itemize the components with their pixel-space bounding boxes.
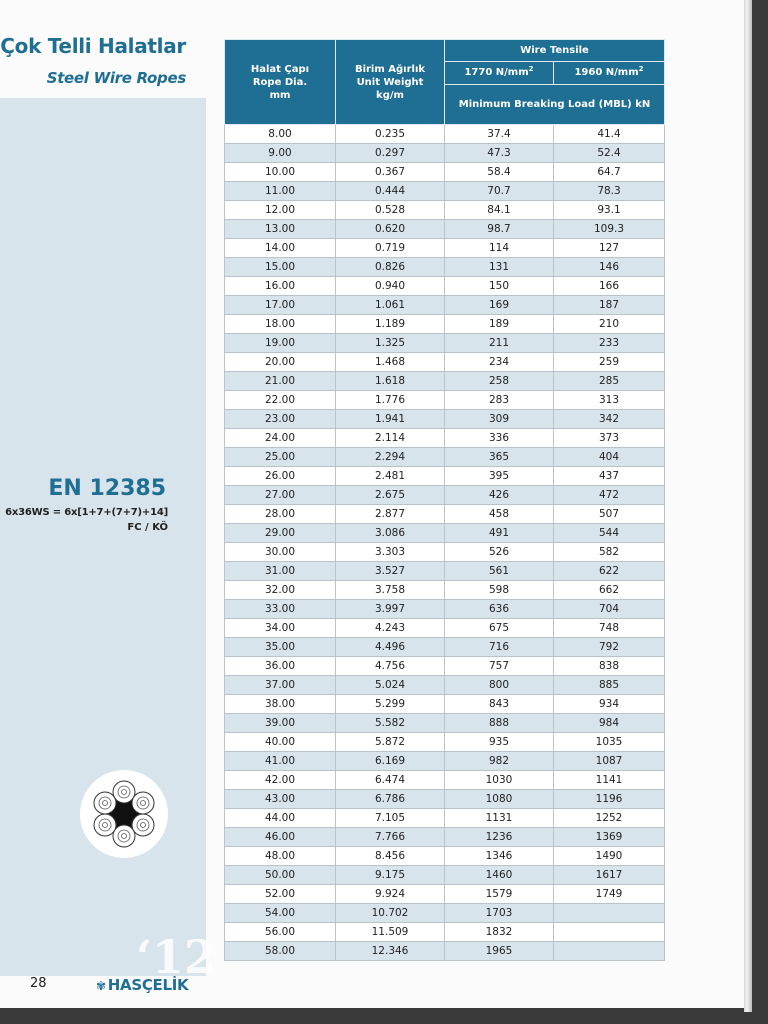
brand-logo	[96, 976, 188, 994]
table-cell: 984	[554, 714, 665, 733]
table-row	[225, 467, 665, 486]
table-cell: 31.00	[225, 562, 336, 581]
table-cell: 25.00	[225, 448, 336, 467]
table-cell: 342	[554, 410, 665, 429]
wire-rope-spec-table	[224, 39, 665, 961]
table-cell: 42.00	[225, 771, 336, 790]
table-row	[225, 581, 665, 600]
header-rope-diameter	[225, 40, 336, 125]
table-row	[225, 752, 665, 771]
table-cell: 561	[445, 562, 554, 581]
table-cell: 21.00	[225, 372, 336, 391]
table-cell: 114	[445, 239, 554, 258]
brand-name: HASÇELİK	[107, 976, 189, 994]
table-row	[225, 733, 665, 752]
table-cell: 37.4	[445, 125, 554, 144]
table-cell: 26.00	[225, 467, 336, 486]
table-cell: 5.582	[336, 714, 445, 733]
table-row	[225, 163, 665, 182]
table-cell: 20.00	[225, 353, 336, 372]
table-row	[225, 125, 665, 144]
table-cell: 33.00	[225, 600, 336, 619]
table-cell: 16.00	[225, 277, 336, 296]
table-cell: 636	[445, 600, 554, 619]
table-cell: 3.997	[336, 600, 445, 619]
table-cell: 838	[554, 657, 665, 676]
year-watermark: ‘12	[136, 930, 217, 984]
table-cell: 0.719	[336, 239, 445, 258]
table-row	[225, 638, 665, 657]
table-cell: 36.00	[225, 657, 336, 676]
table-cell: 30.00	[225, 543, 336, 562]
table-cell: 426	[445, 486, 554, 505]
table-cell: 166	[554, 277, 665, 296]
table-cell: 27.00	[225, 486, 336, 505]
page-number: 28	[30, 976, 47, 991]
table-cell: 32.00	[225, 581, 336, 600]
table-cell: 7.766	[336, 828, 445, 847]
table-row	[225, 505, 665, 524]
table-cell: 35.00	[225, 638, 336, 657]
table-cell: 169	[445, 296, 554, 315]
table-cell: 285	[554, 372, 665, 391]
header-text: Birim Ağırlık	[354, 63, 426, 75]
table-cell: 1.189	[336, 315, 445, 334]
table-cell: 2.877	[336, 505, 445, 524]
table-cell: 507	[554, 505, 665, 524]
rope-cross-section-drawing	[80, 770, 168, 858]
table-cell: 1617	[554, 866, 665, 885]
table-row	[225, 866, 665, 885]
table-cell: 472	[554, 486, 665, 505]
table-cell: 41.4	[554, 125, 665, 144]
table-cell: 22.00	[225, 391, 336, 410]
table-row	[225, 543, 665, 562]
table-cell: 716	[445, 638, 554, 657]
table-cell: 40.00	[225, 733, 336, 752]
table-cell: 982	[445, 752, 554, 771]
table-cell: 598	[445, 581, 554, 600]
table-cell: 9.924	[336, 885, 445, 904]
header-text: Halat Çapı	[250, 63, 310, 75]
table-cell	[554, 904, 665, 923]
table-cell: 10.00	[225, 163, 336, 182]
table-cell: 70.7	[445, 182, 554, 201]
table-cell: 44.00	[225, 809, 336, 828]
table-row	[225, 771, 665, 790]
table-cell: 1.325	[336, 334, 445, 353]
table-cell: 526	[445, 543, 554, 562]
table-cell: 888	[445, 714, 554, 733]
table-cell: 1.061	[336, 296, 445, 315]
table-cell: 1035	[554, 733, 665, 752]
page-edge	[744, 0, 752, 1012]
table-cell: 336	[445, 429, 554, 448]
table-cell: 365	[445, 448, 554, 467]
table-cell: 544	[554, 524, 665, 543]
table-cell: 1.468	[336, 353, 445, 372]
table-cell: 84.1	[445, 201, 554, 220]
header-text: 1960 N/mm	[574, 67, 639, 79]
table-cell: 98.7	[445, 220, 554, 239]
table-cell: 5.299	[336, 695, 445, 714]
table-row	[225, 695, 665, 714]
table-cell: 11.509	[336, 923, 445, 942]
table-cell: 10.702	[336, 904, 445, 923]
table-cell: 24.00	[225, 429, 336, 448]
table-cell: 748	[554, 619, 665, 638]
table-cell: 309	[445, 410, 554, 429]
table-row	[225, 828, 665, 847]
table-cell: 885	[554, 676, 665, 695]
table-cell: 458	[445, 505, 554, 524]
table-cell: 1236	[445, 828, 554, 847]
table-cell: 1579	[445, 885, 554, 904]
table-cell: 1832	[445, 923, 554, 942]
table-cell: 109.3	[554, 220, 665, 239]
table-cell: 395	[445, 467, 554, 486]
table-cell: 14.00	[225, 239, 336, 258]
table-cell: 258	[445, 372, 554, 391]
table-cell: 1141	[554, 771, 665, 790]
table-row	[225, 239, 665, 258]
table-cell: 1965	[445, 942, 554, 961]
table-row	[225, 790, 665, 809]
table-row	[225, 714, 665, 733]
table-row	[225, 619, 665, 638]
table-cell: 0.367	[336, 163, 445, 182]
table-cell: 491	[445, 524, 554, 543]
table-cell: 675	[445, 619, 554, 638]
table-row	[225, 410, 665, 429]
table-cell: 28.00	[225, 505, 336, 524]
table-cell: 3.527	[336, 562, 445, 581]
table-cell: 1.941	[336, 410, 445, 429]
table-row	[225, 923, 665, 942]
table-cell: 6.786	[336, 790, 445, 809]
table-cell: 211	[445, 334, 554, 353]
table-cell: 5.872	[336, 733, 445, 752]
table-cell: 189	[445, 315, 554, 334]
header-text: mm	[269, 89, 291, 101]
page-subtitle: Steel Wire Ropes	[46, 69, 186, 87]
table-row	[225, 486, 665, 505]
table-cell: 1.776	[336, 391, 445, 410]
table-row	[225, 220, 665, 239]
hascelik-logo-icon: ✾	[96, 979, 106, 993]
table-cell: 934	[554, 695, 665, 714]
table-cell: 47.3	[445, 144, 554, 163]
header-unit-weight	[336, 40, 445, 125]
table-row	[225, 676, 665, 695]
table-cell: 1460	[445, 866, 554, 885]
table-cell: 1131	[445, 809, 554, 828]
table-row	[225, 372, 665, 391]
table-cell: 38.00	[225, 695, 336, 714]
header-text: kg/m	[376, 89, 404, 101]
table-cell: 58.00	[225, 942, 336, 961]
table-row	[225, 904, 665, 923]
table-cell: 6.474	[336, 771, 445, 790]
table-cell: 0.826	[336, 258, 445, 277]
table-cell: 50.00	[225, 866, 336, 885]
table-cell: 187	[554, 296, 665, 315]
table-cell: 11.00	[225, 182, 336, 201]
table-cell: 6.169	[336, 752, 445, 771]
table-cell: 131	[445, 258, 554, 277]
table-cell: 1369	[554, 828, 665, 847]
table-row	[225, 334, 665, 353]
table-cell: 19.00	[225, 334, 336, 353]
header-mbl: Minimum Breaking Load (MBL) kN	[445, 85, 665, 125]
table-cell: 56.00	[225, 923, 336, 942]
table-cell: 233	[554, 334, 665, 353]
table-cell: 1252	[554, 809, 665, 828]
table-cell: 12.00	[225, 201, 336, 220]
table-cell: 1080	[445, 790, 554, 809]
table-row	[225, 657, 665, 676]
table-row	[225, 201, 665, 220]
table-cell: 52.4	[554, 144, 665, 163]
table-cell: 34.00	[225, 619, 336, 638]
table-cell: 58.4	[445, 163, 554, 182]
table-cell: 46.00	[225, 828, 336, 847]
table-cell: 1196	[554, 790, 665, 809]
table-cell: 404	[554, 448, 665, 467]
table-cell: 2.114	[336, 429, 445, 448]
table-cell: 234	[445, 353, 554, 372]
table-cell: 283	[445, 391, 554, 410]
table-row	[225, 277, 665, 296]
table-cell: 52.00	[225, 885, 336, 904]
table-row	[225, 429, 665, 448]
table-cell: 37.00	[225, 676, 336, 695]
table-cell: 662	[554, 581, 665, 600]
construction-formula: 6x36WS = 6x[1+7+(7+7)+14]	[5, 507, 168, 518]
rope-cross-section-icon	[80, 770, 168, 858]
table-row	[225, 353, 665, 372]
table-cell: 757	[445, 657, 554, 676]
table-cell: 12.346	[336, 942, 445, 961]
table-cell: 29.00	[225, 524, 336, 543]
table-cell: 23.00	[225, 410, 336, 429]
table-row	[225, 182, 665, 201]
table-cell: 13.00	[225, 220, 336, 239]
table-cell: 1.618	[336, 372, 445, 391]
table-cell: 0.940	[336, 277, 445, 296]
table-cell: 9.175	[336, 866, 445, 885]
table-cell: 1087	[554, 752, 665, 771]
table-cell: 373	[554, 429, 665, 448]
table-cell: 313	[554, 391, 665, 410]
table-row	[225, 144, 665, 163]
table-cell: 54.00	[225, 904, 336, 923]
table-cell: 843	[445, 695, 554, 714]
header-grade-1960	[554, 61, 665, 85]
table-cell: 64.7	[554, 163, 665, 182]
table-cell: 1749	[554, 885, 665, 904]
header-text: Rope Dia.	[252, 76, 308, 88]
standard-label: EN 12385	[48, 476, 166, 501]
table-cell: 800	[445, 676, 554, 695]
table-cell: 792	[554, 638, 665, 657]
table-cell: 150	[445, 277, 554, 296]
table-cell: 3.303	[336, 543, 445, 562]
table-cell: 704	[554, 600, 665, 619]
table-cell: 582	[554, 543, 665, 562]
table-cell: 2.675	[336, 486, 445, 505]
table-cell: 935	[445, 733, 554, 752]
table-cell: 0.620	[336, 220, 445, 239]
table-cell: 259	[554, 353, 665, 372]
table-cell: 43.00	[225, 790, 336, 809]
header-text: Unit Weight	[356, 76, 424, 88]
table-cell: 9.00	[225, 144, 336, 163]
table-cell: 146	[554, 258, 665, 277]
table-row	[225, 315, 665, 334]
table-cell: 0.528	[336, 201, 445, 220]
table-cell: 4.243	[336, 619, 445, 638]
table-cell: 48.00	[225, 847, 336, 866]
header-wire-tensile: Wire Tensile	[445, 40, 665, 62]
table-cell: 622	[554, 562, 665, 581]
table-row	[225, 524, 665, 543]
table-cell: 18.00	[225, 315, 336, 334]
table-row	[225, 600, 665, 619]
table-cell: 437	[554, 467, 665, 486]
table-row	[225, 942, 665, 961]
table-cell: 1030	[445, 771, 554, 790]
table-row	[225, 885, 665, 904]
table-cell: 2.481	[336, 467, 445, 486]
page-title: Çok Telli Halatlar	[0, 34, 186, 58]
table-cell: 17.00	[225, 296, 336, 315]
table-row	[225, 391, 665, 410]
table-cell: 39.00	[225, 714, 336, 733]
table-cell: 4.756	[336, 657, 445, 676]
table-body	[225, 125, 665, 961]
table-row	[225, 847, 665, 866]
table-cell: 1490	[554, 847, 665, 866]
table-row	[225, 296, 665, 315]
table-cell: 4.496	[336, 638, 445, 657]
table-cell: 15.00	[225, 258, 336, 277]
table-cell: 7.105	[336, 809, 445, 828]
table-cell: 0.444	[336, 182, 445, 201]
table-cell: 8.00	[225, 125, 336, 144]
table-row	[225, 258, 665, 277]
unit-exponent: 2	[638, 65, 644, 74]
unit-exponent: 2	[528, 65, 534, 74]
table-cell: 210	[554, 315, 665, 334]
table-cell: 78.3	[554, 182, 665, 201]
table-row	[225, 562, 665, 581]
core-type: FC / KÖ	[127, 522, 168, 533]
table-cell: 3.758	[336, 581, 445, 600]
table-cell: 1703	[445, 904, 554, 923]
table-cell: 1346	[445, 847, 554, 866]
table-cell	[554, 923, 665, 942]
table-cell: 93.1	[554, 201, 665, 220]
table-cell	[554, 942, 665, 961]
table-row	[225, 448, 665, 467]
table-cell: 127	[554, 239, 665, 258]
table-row	[225, 809, 665, 828]
header-grade-1770	[445, 61, 554, 85]
table-cell: 0.297	[336, 144, 445, 163]
table-cell: 3.086	[336, 524, 445, 543]
table-cell: 0.235	[336, 125, 445, 144]
header-text: 1770 N/mm	[464, 67, 529, 79]
table-cell: 41.00	[225, 752, 336, 771]
table-cell: 5.024	[336, 676, 445, 695]
table-cell: 8.456	[336, 847, 445, 866]
table-cell: 2.294	[336, 448, 445, 467]
